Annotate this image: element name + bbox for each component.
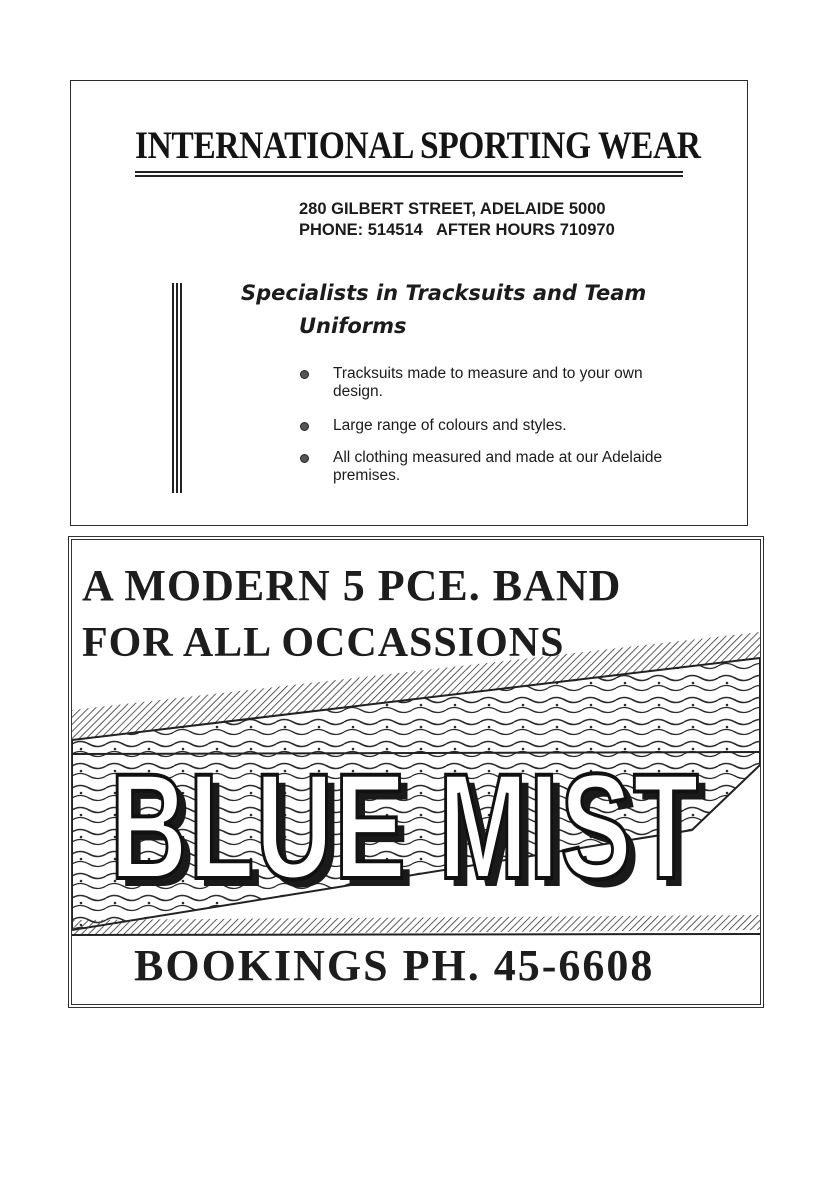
- bookings-phone: BOOKINGS PH. 45-6608: [134, 941, 655, 990]
- blue-mist-logo: [102, 720, 742, 910]
- bullet-icon: [300, 370, 309, 379]
- sporting-wear-ad: [70, 80, 748, 526]
- phone-line: PHONE: 514514 AFTER HOURS 710970: [299, 221, 615, 239]
- list-item: Tracksuits made to measure and to your own design.: [297, 365, 677, 401]
- address-line: 280 GILBERT STREET, ADELAIDE 5000: [299, 200, 606, 218]
- tagline: [241, 277, 721, 343]
- band-headline-line-1: A MODERN 5 PCE. BAND: [82, 561, 622, 610]
- title-underline: [135, 171, 683, 177]
- blue-mist-band-ad: [68, 536, 764, 1008]
- feature-list: [297, 365, 677, 501]
- sporting-wear-title: INTERNATIONAL SPORTING WEAR: [135, 124, 701, 167]
- contact-block: [299, 199, 615, 241]
- band-name: BLUE MIST: [110, 742, 700, 910]
- list-item: Large range of colours and styles.: [297, 417, 677, 435]
- band-headline-line-2: FOR ALL OCCASSIONS: [82, 620, 565, 666]
- band-name-shadow: BLUE MIST: [118, 750, 708, 910]
- bullet-icon: [300, 422, 309, 431]
- decorative-vertical-rule: [172, 283, 182, 493]
- tagline-line-2: Uniforms: [299, 314, 407, 338]
- list-item: All clothing measured and made at our Adelaide premises.: [297, 449, 677, 485]
- tagline-line-1: Specialists in Tracksuits and Team: [241, 281, 647, 305]
- bullet-icon: [300, 454, 309, 463]
